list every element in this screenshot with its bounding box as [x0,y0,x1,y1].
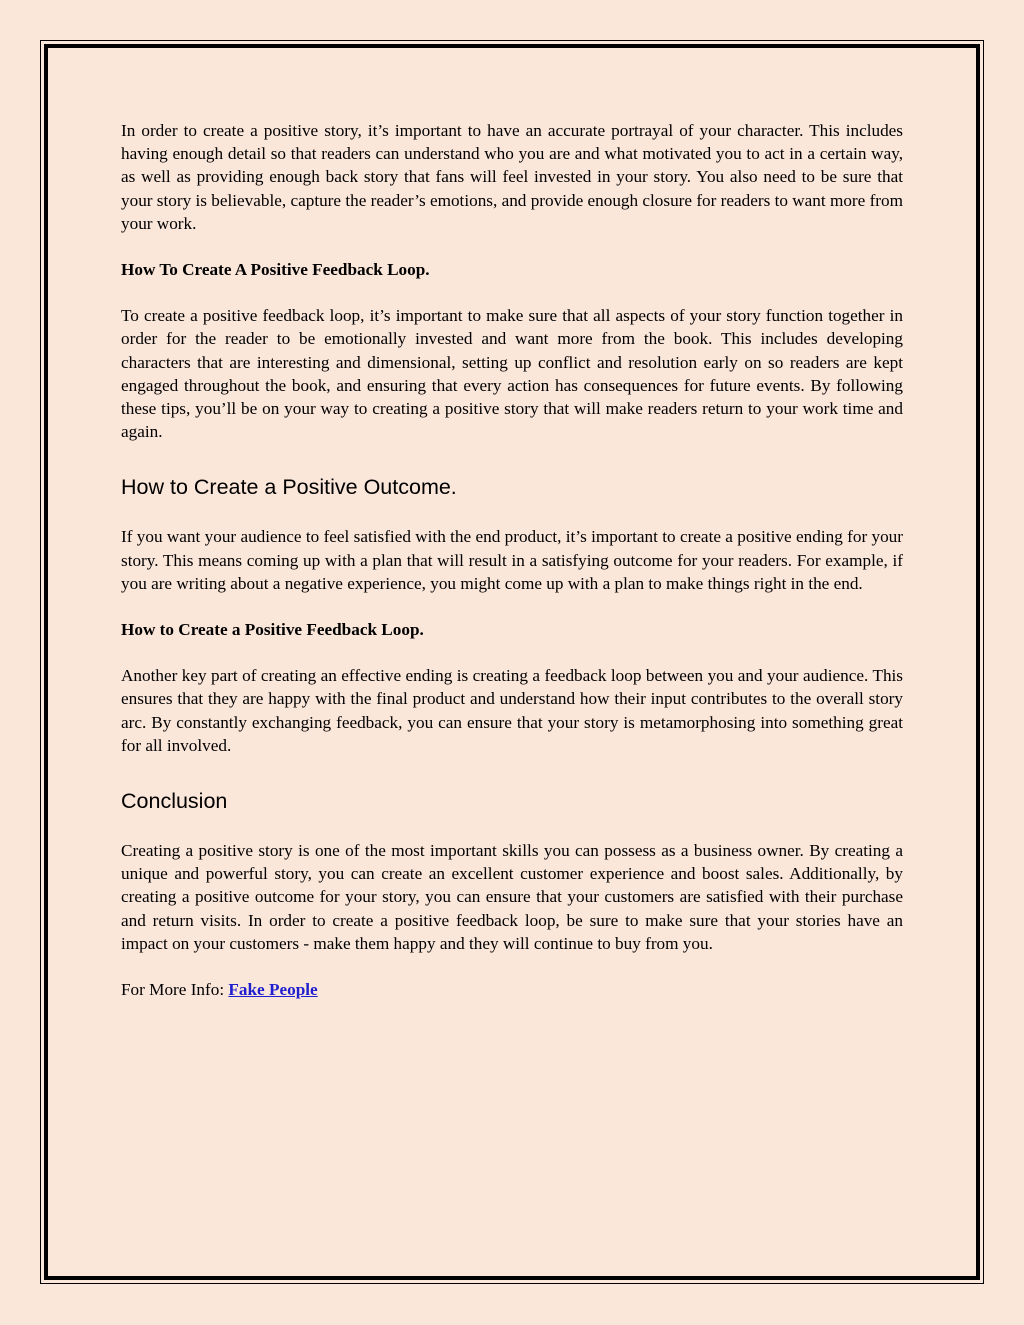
more-info-line [121,978,903,1001]
feedback-loop-2-paragraph: Another key part of creating an effective ending is creating a feedback loop between you and your audience. This ensures that they are happy with the final product and understand how their input contributes to the overall story arc. By constantly exchanging feedback, you can ensure that your story is metamorphosing into something great for all involved. [121,666,903,755]
fake-people-link[interactable]: Fake People [228,980,318,1000]
heading-positive-outcome: How to Create a Positive Outcome. [121,475,457,500]
intro-paragraph: In order to create a positive story, it’s important to have an accurate portrayal of your character. This includes having enough detail so that readers can understand who you are and what motivated you to act in a certain way, as well as providing enough back story that fans will feel invested in your story. You also need to be sure that your story is believable, capture the reader’s emotions, and provide enough closure for readers to want more from your work. [121,121,903,233]
heading-conclusion: Conclusion [121,789,228,814]
conclusion-paragraph: Creating a positive story is one of the most important skills you can possess as a business owner. By creating a unique and powerful story, you can create an excellent customer experience and boost sales. Additionally, by creating a positive outcome for your story, you can ensure that your customers are satisfied with their purchase and return visits. In order to create a positive feedback loop, be sure to make sure that your stories have an impact on your customers - make them happy and they will continue to buy from you. [121,841,903,953]
heading-feedback-loop: How To Create A Positive Feedback Loop. [121,260,430,280]
document-body [121,119,903,1001]
positive-outcome-paragraph: If you want your audience to feel satisfied with the end product, it’s important to create a positive ending for your story. This means coming up with a plan that will result in a satisfying outcome for your readers. For example, if you are writing about a negative experience, you might come up with a plan to make things right in the end. [121,527,903,593]
feedback-loop-paragraph: To create a positive feedback loop, it’s important to make sure that all aspects of your story function together in order for the reader to be emotionally invested and want more from the book. This includes developing characters that are interesting and dimensional, setting up conflict and resolution early on so readers are kept engaged throughout the book, and ensuring that every action has consequences for future events. By following these tips, you’ll be on your way to creating a positive story that will make readers return to your work time and again. [121,306,903,442]
heading-feedback-loop-2: How to Create a Positive Feedback Loop. [121,620,424,640]
more-info-label: For More Info: [121,980,229,1000]
